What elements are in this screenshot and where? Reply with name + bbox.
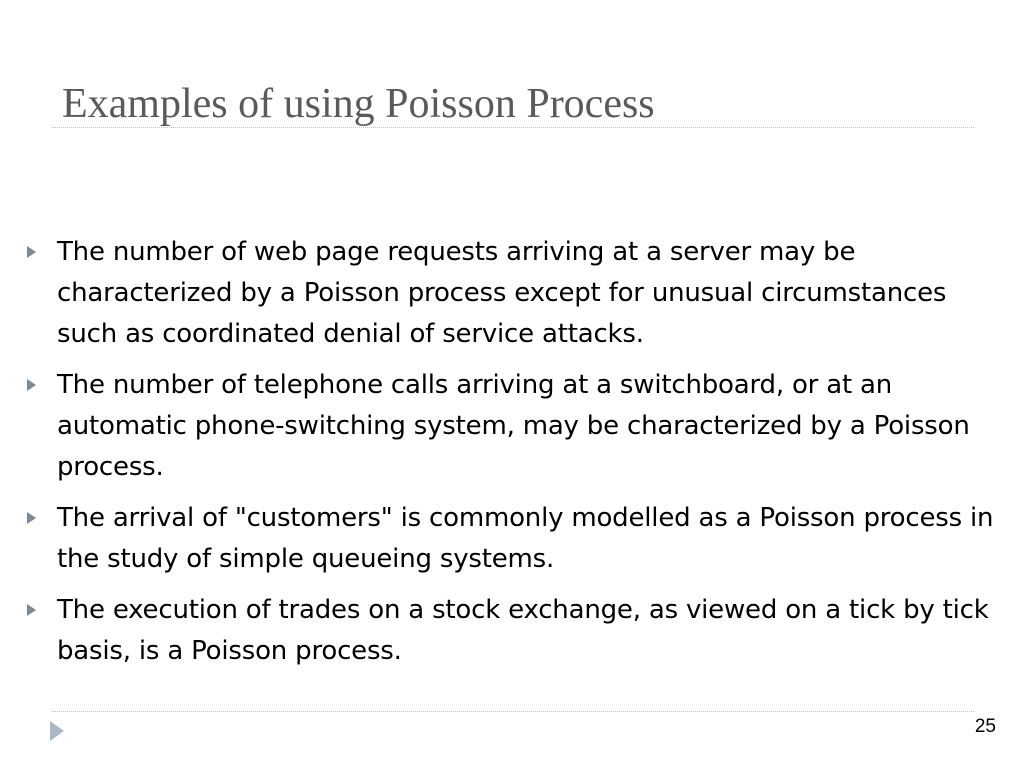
bullet-text: The execution of trades on a stock exchange, as viewed on a tick by tick basis, is a Poisson process. xyxy=(57,595,989,666)
bullet-item xyxy=(0,590,1024,672)
bullet-text: The number of telephone calls arriving at a switchboard, or at an automatic phone-switching system, may be characterized by a Poisson process. xyxy=(57,370,970,482)
title-divider xyxy=(52,127,974,128)
footer-divider xyxy=(52,711,974,712)
slide-number: 25 xyxy=(974,716,996,737)
bullet-triangle-icon xyxy=(27,246,36,258)
bullet-item xyxy=(0,365,1024,488)
bullet-triangle-icon xyxy=(27,604,36,616)
bullet-triangle-icon xyxy=(27,512,36,524)
bullet-triangle-icon xyxy=(27,379,36,391)
bullet-item xyxy=(0,498,1024,580)
footer-triangle-icon xyxy=(50,721,64,741)
bullet-text: The number of web page requests arriving at a server may be characterized by a Poisson process except for unusual circumstances such as coordinated denial of service attacks. xyxy=(57,237,947,349)
bullet-list xyxy=(0,232,1024,682)
bullet-text: The arrival of "customers" is commonly modelled as a Poisson process in the study of simple queueing systems. xyxy=(57,503,994,574)
bullet-item xyxy=(0,232,1024,355)
slide-title: Examples of using Poisson Process xyxy=(62,81,655,127)
